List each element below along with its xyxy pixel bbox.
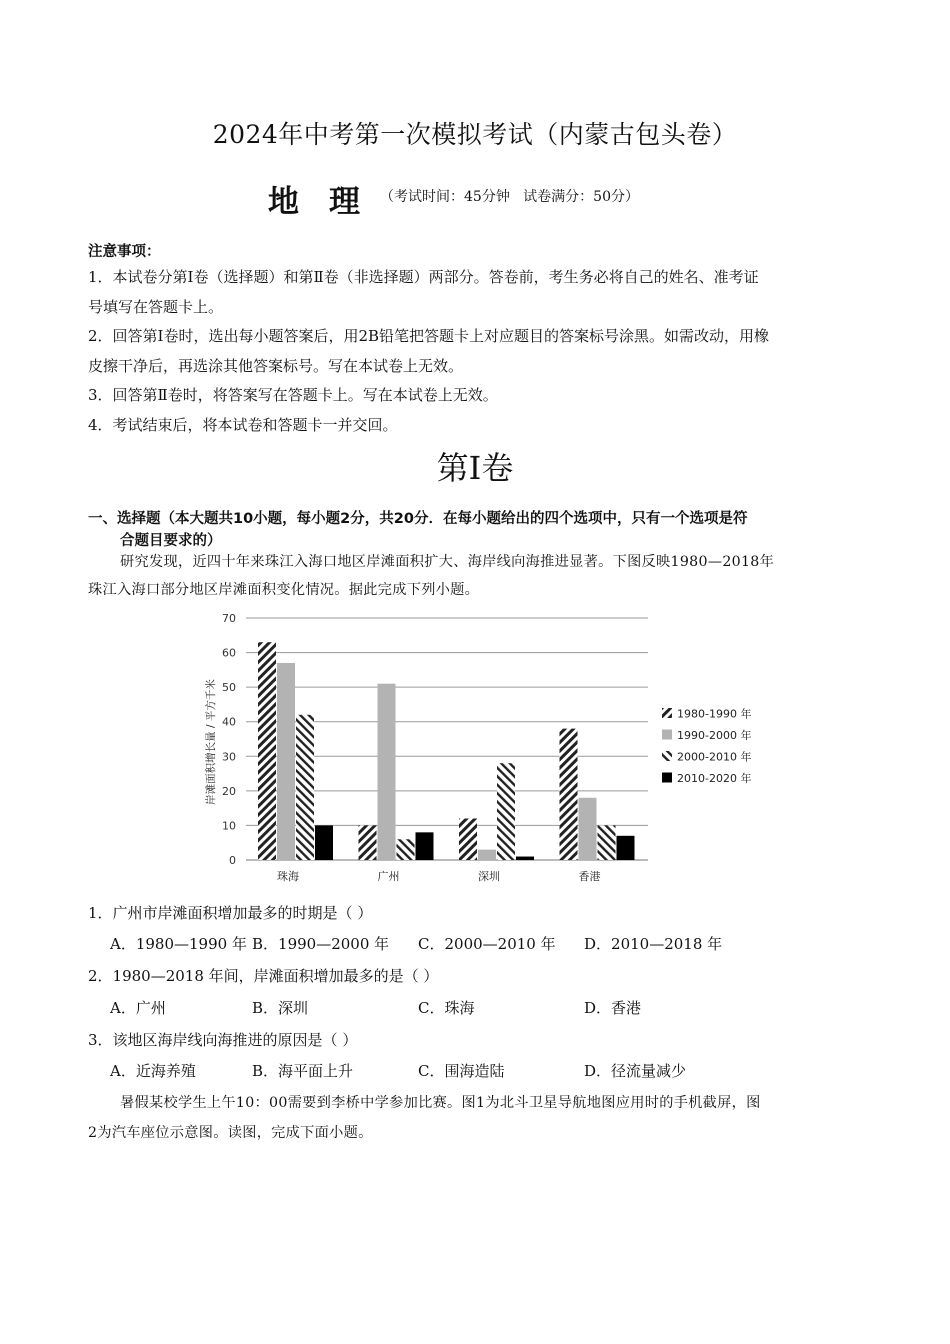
legend-swatch bbox=[662, 708, 672, 718]
beach-area-chart bbox=[200, 608, 770, 890]
option: B．1990—2000 年 bbox=[252, 935, 390, 953]
subject-title bbox=[268, 176, 360, 221]
question-stem: 2．1980—2018 年间，岸滩面积增加最多的是（ ） bbox=[88, 967, 439, 985]
option: C．围海造陆 bbox=[418, 1062, 505, 1080]
y-tick-label: 50 bbox=[222, 681, 236, 695]
legend-label: 2000-2010 年 bbox=[677, 750, 752, 764]
option: D．2010—2018 年 bbox=[584, 935, 723, 953]
subject-char-2: 理 bbox=[329, 184, 360, 220]
option: C．珠海 bbox=[418, 999, 475, 1017]
notes-line: 号填写在答题卡上。 bbox=[88, 298, 224, 316]
exam-info: （考试时间：45分钟 试卷满分：50分） bbox=[380, 189, 639, 205]
notes-line: 2．回答第Ⅰ卷时，选出每小题答案后，用2B铅笔把答题卡上对应题目的答案标号涂黑。如需改动，用橡 bbox=[88, 327, 770, 345]
question-stem: 1．广州市岸滩面积增加最多的时期是（ ） bbox=[88, 904, 373, 922]
y-tick-label: 70 bbox=[222, 612, 236, 625]
option: D．香港 bbox=[584, 999, 642, 1017]
legend-swatch bbox=[662, 773, 672, 783]
intro-paragraph: 研究发现，近四十年来珠江入海口地区岸滩面积扩大、海岸线向海推进显著。下图反映1980—2018年 bbox=[120, 554, 775, 570]
notes-heading: 注意事项： bbox=[88, 244, 161, 260]
legend-label: 1980-1990 年 bbox=[677, 707, 752, 721]
bar bbox=[378, 684, 396, 860]
notes-line: 皮擦干净后，再选涂其他答案标号。写在本试卷上无效。 bbox=[88, 357, 464, 375]
bar bbox=[516, 857, 534, 860]
volume-title: 第Ⅰ卷 bbox=[436, 449, 514, 487]
bar bbox=[497, 763, 515, 860]
y-tick-label: 20 bbox=[222, 784, 236, 798]
bar bbox=[459, 819, 477, 860]
legend-swatch bbox=[662, 730, 672, 740]
subject-char-1: 地 bbox=[268, 184, 299, 220]
chart-y-label: 岸滩面积增长量 / 平方千米 bbox=[205, 679, 217, 805]
y-tick-label: 60 bbox=[222, 646, 236, 660]
option: B．深圳 bbox=[252, 999, 309, 1017]
notes-line: 3．回答第Ⅱ卷时，将答案写在答题卡上。写在本试卷上无效。 bbox=[88, 386, 498, 404]
chart-y-ticks bbox=[222, 612, 236, 867]
bar bbox=[296, 715, 314, 860]
question-stem: 3．该地区海岸线向海推进的原因是（ ） bbox=[88, 1031, 358, 1049]
bar bbox=[359, 825, 377, 860]
bar bbox=[579, 798, 597, 860]
legend-label: 1990-2000 年 bbox=[677, 729, 752, 742]
bar bbox=[617, 836, 635, 860]
bar bbox=[397, 839, 415, 860]
legend-swatch bbox=[662, 751, 672, 761]
intro-paragraph: 暑假某校学生上午10：00需要到李桥中学参加比赛。图1为北斗卫星导航地图应用时的手机截屏，图 bbox=[120, 1095, 761, 1111]
bar bbox=[478, 850, 496, 860]
x-tick-label: 珠海 bbox=[277, 870, 299, 883]
bar bbox=[560, 729, 578, 860]
legend-label: 2010-2020 年 bbox=[677, 772, 752, 785]
y-tick-label: 0 bbox=[229, 854, 236, 867]
option: A．1980—1990 年 bbox=[110, 935, 247, 953]
x-tick-label: 深圳 bbox=[478, 870, 500, 883]
notes-line: 4．考试结束后，将本试卷和答题卡一并交回。 bbox=[88, 416, 398, 434]
option: A．近海养殖 bbox=[110, 1062, 196, 1080]
bar bbox=[258, 642, 276, 860]
x-tick-label: 香港 bbox=[578, 870, 601, 883]
x-tick-label: 广州 bbox=[377, 870, 400, 883]
intro-paragraph-cont: 2为汽车座位示意图。读图，完成下面小题。 bbox=[88, 1125, 373, 1141]
y-tick-label: 30 bbox=[222, 750, 236, 764]
bar bbox=[598, 825, 616, 860]
y-tick-label: 10 bbox=[222, 819, 236, 833]
section-heading-cont: 合题目要求的） bbox=[120, 533, 222, 549]
chart-bars bbox=[258, 642, 635, 860]
section-heading: 一、选择题（本大题共10小题，每小题2分，共20分．在每小题给出的四个选项中，只有一个选项是符 bbox=[88, 511, 748, 527]
option: B．海平面上升 bbox=[252, 1062, 354, 1080]
option: C．2000—2010 年 bbox=[418, 935, 556, 953]
option: D．径流量减少 bbox=[584, 1062, 687, 1080]
y-tick-label: 40 bbox=[222, 715, 236, 729]
bar bbox=[416, 832, 434, 860]
bar bbox=[315, 825, 333, 860]
intro-paragraph-cont: 珠江入海口部分地区岸滩面积变化情况。据此完成下列小题。 bbox=[88, 582, 480, 598]
bar bbox=[277, 663, 295, 860]
chart-legend bbox=[662, 707, 751, 786]
chart-x-labels bbox=[277, 869, 601, 883]
exam-title: 2024年中考第一次模拟考试（内蒙古包头卷） bbox=[212, 120, 738, 149]
option: A．广州 bbox=[110, 999, 166, 1017]
notes-line: 1．本试卷分第Ⅰ卷（选择题）和第Ⅱ卷（非选择题）两部分。答卷前，考生务必将自己的姓名、准考证 bbox=[88, 268, 759, 286]
